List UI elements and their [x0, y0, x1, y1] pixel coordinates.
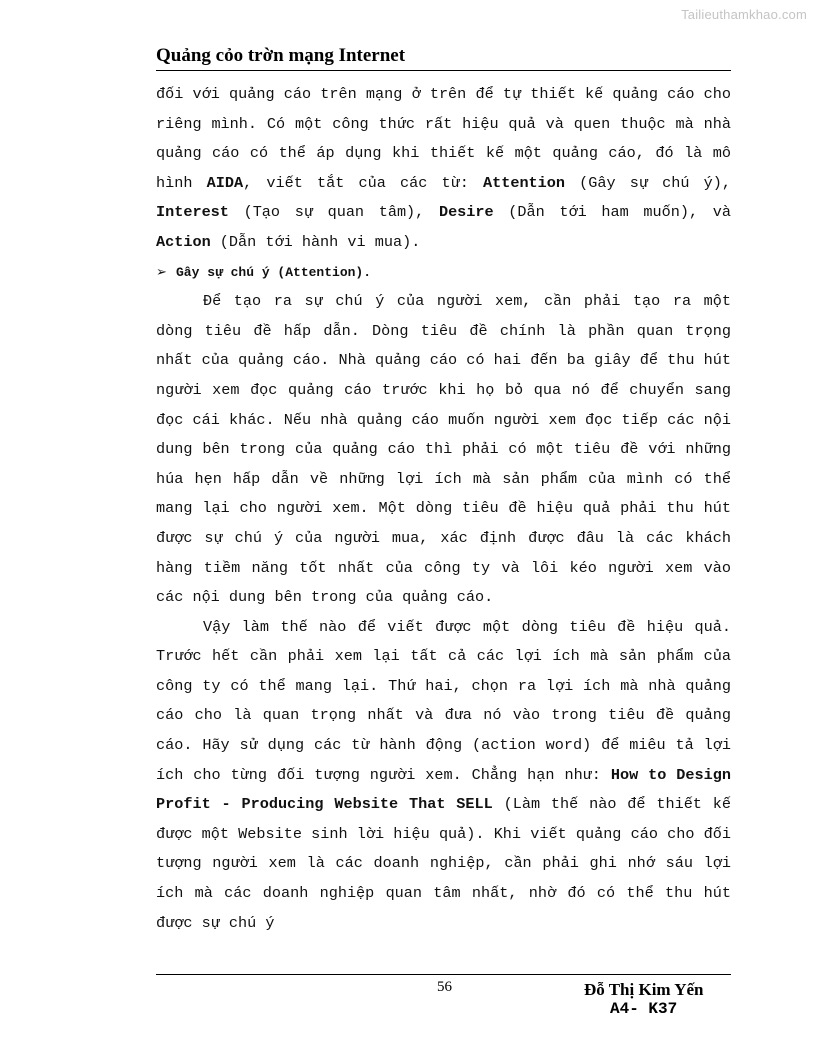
example-headline: How to Design Profit - Producing Website That SELL: [156, 765, 731, 814]
document-body: [156, 80, 731, 938]
footer-divider: [156, 974, 731, 975]
text-span: (Dẫn tới hành vi mua).: [210, 232, 421, 251]
paragraph-aida-intro: [156, 80, 731, 258]
paragraph-headline: [156, 613, 731, 939]
term-interest: Interest: [156, 203, 229, 222]
text-span: đối với quảng cáo trên mạng ở trên để tự thiết kế quảng cáo cho riêng mình. Có một công thức rất hiệu quả và quen thuộc mà nhà quảng cáo có thể áp dụng khi thiết kế một quảng cáo, đó là mô hình: [156, 85, 731, 192]
term-desire: Desire: [438, 203, 494, 222]
text-span: (Tạo sự quan tâm),: [228, 203, 439, 222]
class-code: A4- K37: [610, 1000, 678, 1018]
text-span: (Gây sự chú ý),: [565, 173, 732, 192]
header-divider: [156, 70, 731, 71]
watermark: Tailieuthamkhao.com: [681, 7, 807, 22]
page-number: 56: [437, 979, 452, 995]
term-attention: Attention: [482, 173, 566, 192]
paragraph-attention: Để tạo ra sự chú ý của người xem, cần phải tạo ra một dòng tiêu đề hấp dẫn. Dòng tiêu đề chính là phần quan trọng nhất của quảng cáo. Nhà quảng cáo có hai đến ba giây để thu hút người xem đọc quảng cáo trước khi họ bỏ qua nó để chuyển sang đọc cái khác. Nếu nhà quảng cáo muốn người xem đọc tiếp các nội dung bên trong của quảng cáo thì phải có một tiêu đề với những húa hẹn hấp dẫn về những lợi ích mà sản phẩm của mình có thể mang lại cho người xem. Một dòng tiêu đề hiệu quả phải thu hút được sự chú ý của người mua, xác định được đâu là các khách hàng tiềm năng tốt nhất của công ty và lôi kéo người xem vào các nội dung bên trong của quảng cáo.: [156, 292, 731, 607]
text-span: , viết tắt của các từ:: [243, 173, 483, 192]
term-aida: AIDA: [206, 173, 244, 192]
text-span: (Làm thế nào để thiết kế được một Website sinh lời hiệu quả). Khi viết quảng cáo cho đối tượng người xem là các doanh nghiệp, cần phải ghi nhớ sáu lợi ích mà các doanh nghiệp quan tâm nhất, nhờ đó có thể thu hút được sự chú ý: [156, 795, 731, 932]
text-span: (Dẫn tới ham muốn), và: [493, 203, 732, 222]
term-action: Action: [156, 232, 211, 251]
text-span: Vậy làm thế nào để viết được một dòng tiêu đề hiệu quả. Trước hết cần phải xem lại tất cả các lợi ích mà sản phẩm của công ty có thể mang lại. Thứ hai, chọn ra lợi ích mà nhà quảng cáo cho là quan trọng nhất và đưa nó vào trong tiêu đề quảng cáo. Hãy sử dụng các từ hành động (action word) để miêu tả lợi ích cho từng đối tượng người xem. Chẳng hạn như:: [156, 617, 731, 784]
bullet-heading: Gây sự chú ý (Attention).: [176, 264, 372, 280]
arrow-bullet-icon: ➢: [156, 264, 167, 280]
page-header-title: Quảng cỏo trờn mạng Internet: [156, 45, 406, 66]
section-bullet-attention: [156, 258, 731, 288]
author-name: Đỗ Thị Kim Yến: [584, 980, 704, 999]
